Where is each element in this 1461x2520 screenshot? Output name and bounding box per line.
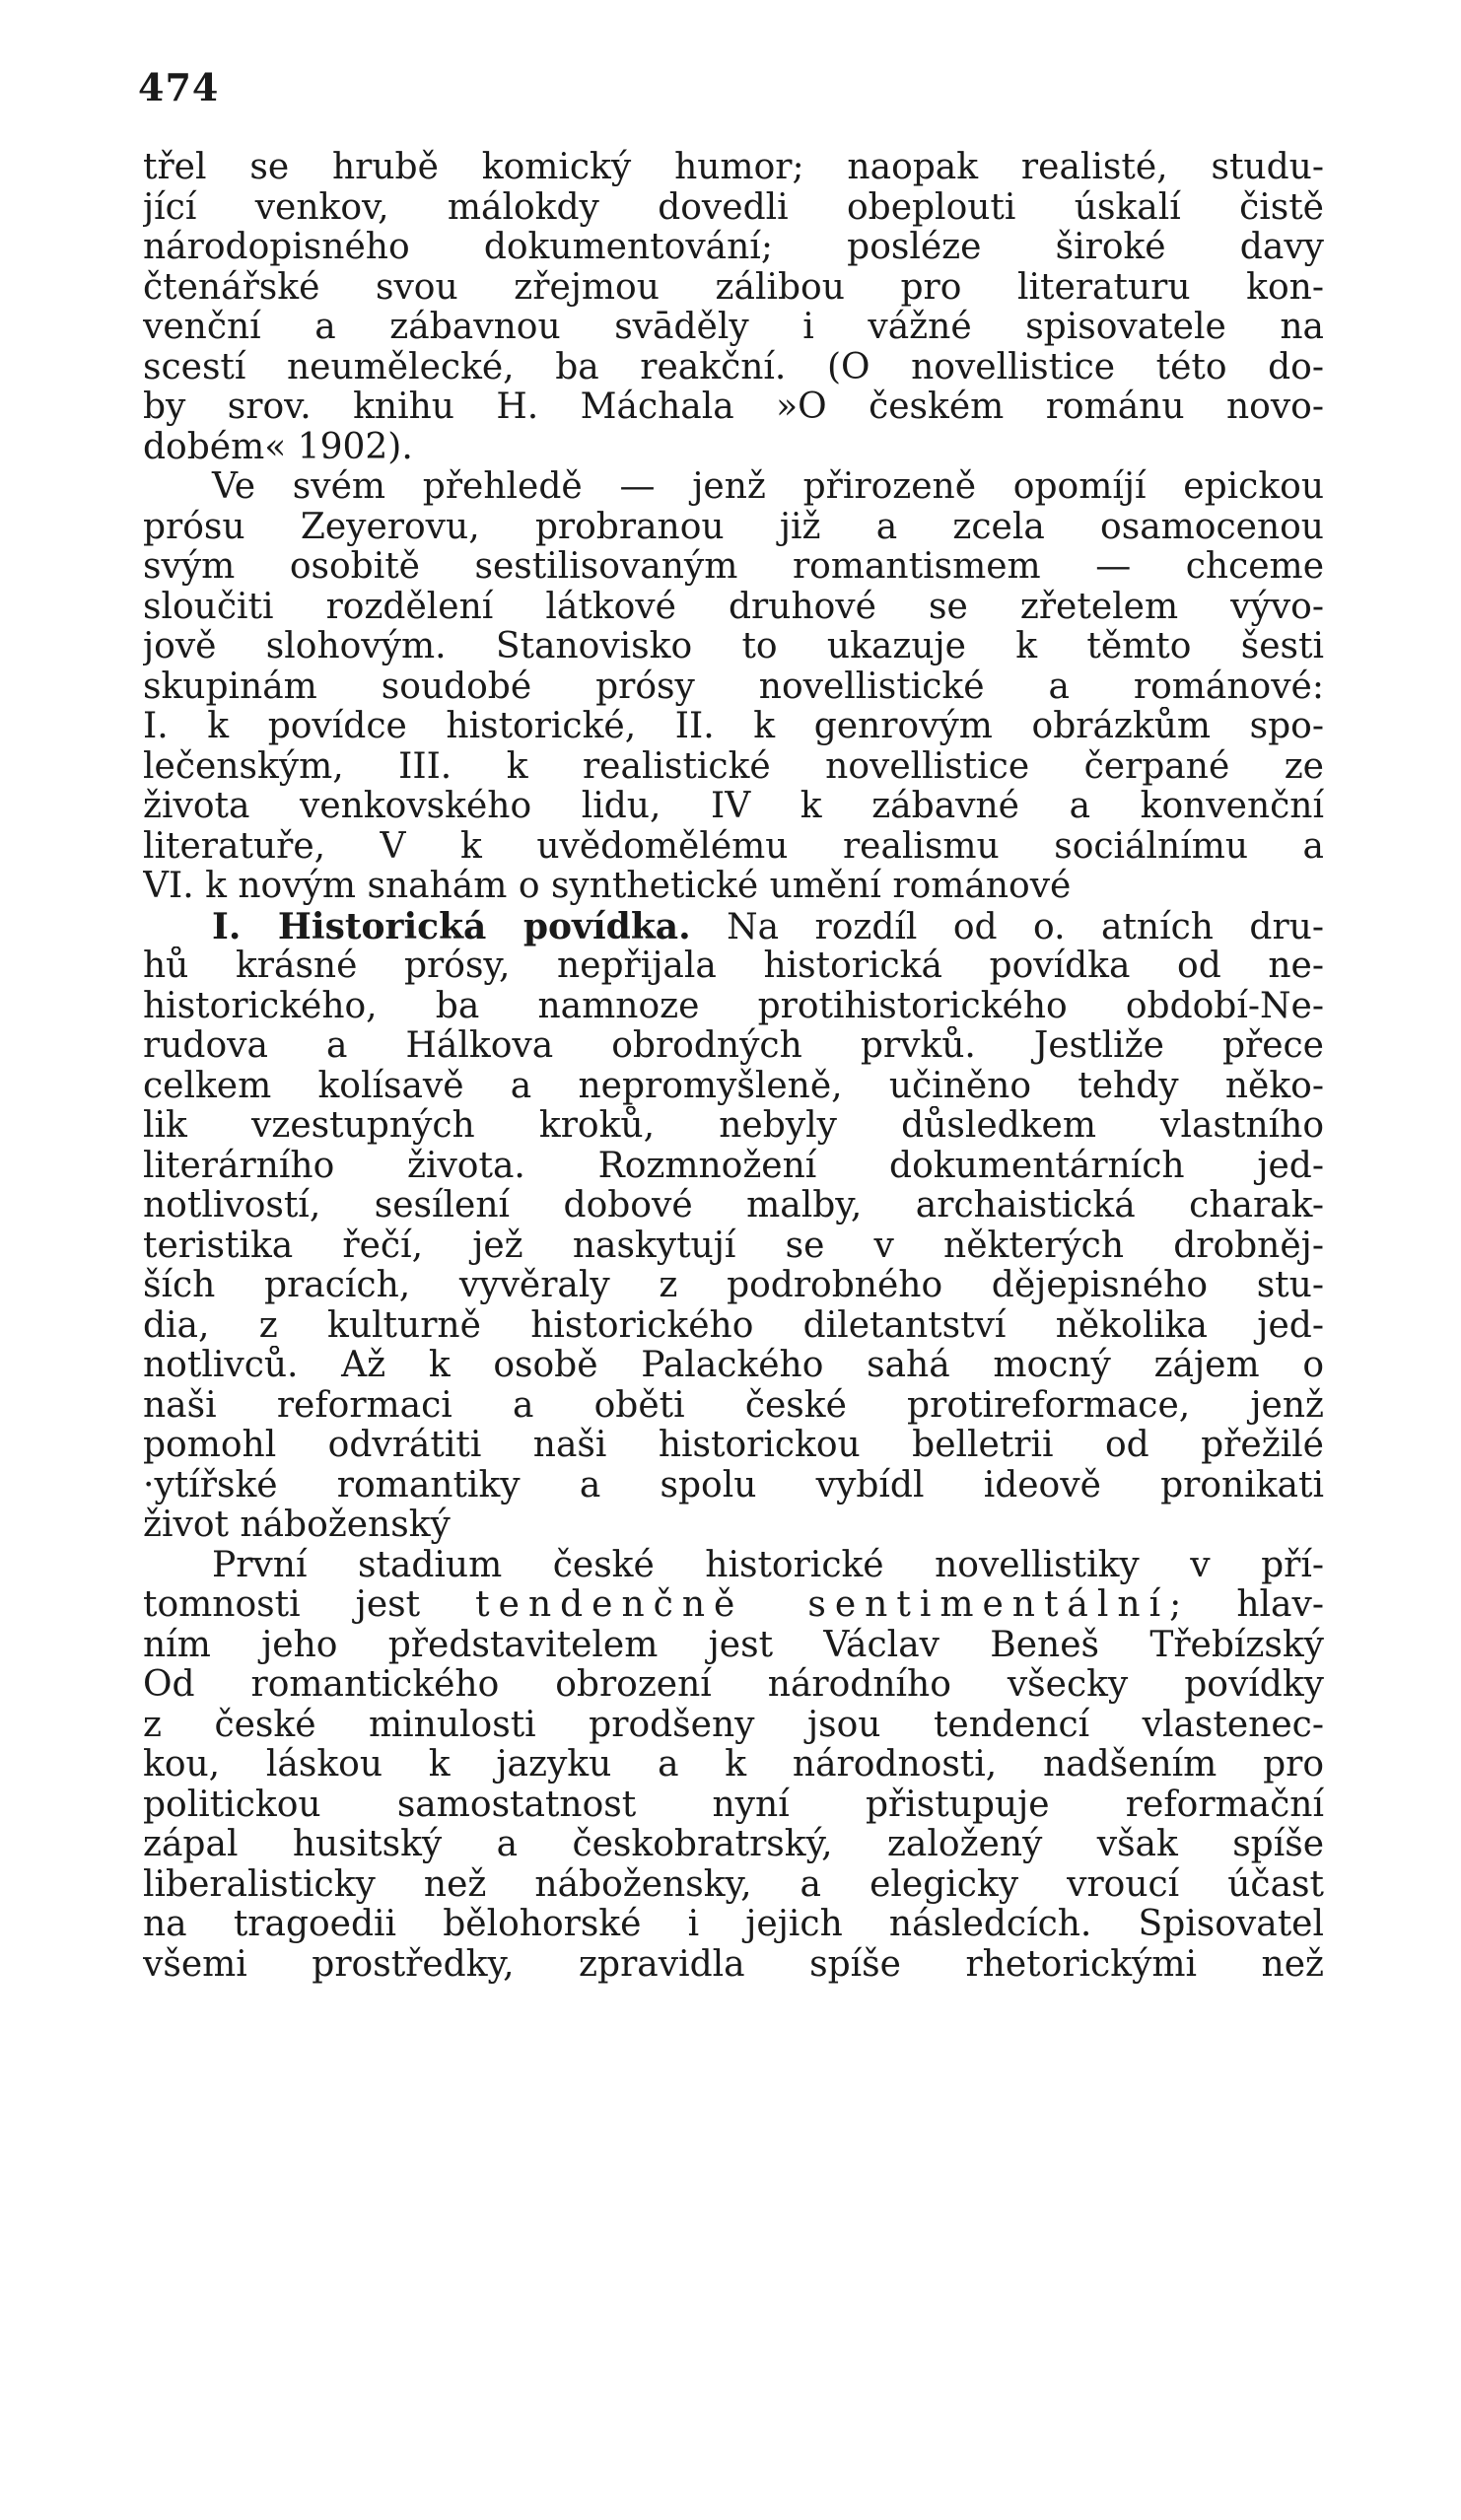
text-line: hů krásné prósy, nepřijala historická povídka od ne- bbox=[143, 946, 1324, 986]
page-number: 474 bbox=[138, 65, 220, 109]
text-line: třel se hrubě komický humor; naopak realisté, studu- bbox=[143, 148, 1324, 187]
emphasized-term: tendenčně sentimentální bbox=[475, 1585, 1170, 1625]
text-line: sloučiti rozdělení látkové druhové se zřetelem vývo- bbox=[143, 587, 1324, 627]
text-line: skupinám soudobé prósy novellistické a románové: bbox=[143, 666, 1324, 707]
text-line: Ve svém přehledě — jenž přirozeně opomíjí epickou bbox=[212, 467, 1324, 507]
text-line: svým osobitě sestilisovaným romantismem — chceme bbox=[143, 547, 1324, 587]
text-line: První stadium české historické novellistiky v pří- bbox=[212, 1545, 1324, 1585]
text-line: liberalisticky než nábožensky, a elegicky vroucí účast bbox=[143, 1864, 1324, 1905]
text-line: národopisného dokumentování; posléze široké davy bbox=[143, 228, 1324, 267]
text-line: historického, ba namnoze protihistorického období-Ne- bbox=[143, 986, 1324, 1026]
text-line: na tragoedii bělohorské i jejich následcích. Spisovatel bbox=[143, 1905, 1324, 1944]
line-start: tomnosti jest bbox=[143, 1585, 476, 1625]
text-line: venční a zábavnou svāděly i vážné spisovatele na bbox=[143, 308, 1324, 347]
line-end: ; hlav- bbox=[1169, 1585, 1324, 1625]
text-line: literatuře, V k uvědomělému realismu sociálnímu a bbox=[143, 826, 1324, 867]
text-line: ·ytířské romantiky a spolu vybídl ideově pronikati bbox=[143, 1465, 1324, 1505]
text-line: I. k povídce historické, II. k genrovým obrázkům spo- bbox=[143, 707, 1324, 746]
text-line: naši reformaci a oběti české protireformace, jenž bbox=[143, 1385, 1324, 1426]
text-line: literárního života. Rozmnožení dokumentárních jed- bbox=[143, 1146, 1324, 1186]
text-line: ších pracích, vyvěraly z podrobného dějepisného stu- bbox=[143, 1266, 1324, 1305]
text-line: jící venkov, málokdy dovedli obeplouti úskalí čistě bbox=[143, 187, 1324, 228]
text-line: dobém« 1902). bbox=[143, 427, 413, 467]
text-line: by srov. knihu H. Máchala »O českém románu novo- bbox=[143, 387, 1324, 427]
text-line: Od romantického obrození národního všecky povídky bbox=[143, 1665, 1324, 1705]
text-line: rudova a Hálkova obrodných prvků. Jestliže přece bbox=[143, 1026, 1324, 1066]
text-line: lik vzestupných kroků, nebyly důsledkem vlastního bbox=[143, 1106, 1324, 1146]
paragraph bbox=[143, 1546, 1324, 1986]
text-line: politickou samostatnost nyní přistupuje reformační bbox=[143, 1785, 1324, 1825]
text-line: celkem kolísavě a nepromyšleně, učiněno tehdy něko- bbox=[143, 1066, 1324, 1106]
heading-line-rest: Na rozdíl od o. atních dru- bbox=[690, 906, 1324, 946]
text-column bbox=[143, 148, 1324, 1985]
text-line: notlivců. Až k osobě Palackého sahá mocný zájem o bbox=[143, 1346, 1324, 1385]
text-line: zápal husitský a českobratrský, založený však spíše bbox=[143, 1825, 1324, 1864]
text-line bbox=[143, 1585, 1324, 1626]
section-heading: I. Historická povídka. bbox=[212, 906, 691, 946]
text-line: VI. k novým snahám o synthetické umění románové bbox=[143, 867, 1072, 906]
text-line: pomohl odvrátiti naši historickou belletrii od přežilé bbox=[143, 1426, 1324, 1465]
paragraph bbox=[143, 148, 1324, 467]
text-line: ním jeho představitelem jest Václav Beneš Třebízský bbox=[143, 1625, 1324, 1665]
text-line: prósu Zeyerovu, probranou již a zcela osamocenou bbox=[143, 507, 1324, 547]
text-line: scestí neumělecké, ba reakční. (O novellistice této do- bbox=[143, 347, 1324, 387]
text-line: jově slohovým. Stanovisko to ukazuje k těmto šesti bbox=[143, 627, 1324, 666]
text-line: notlivostí, sesílení dobové malby, archaistická charak- bbox=[143, 1186, 1324, 1225]
text-line: lečenským, III. k realistické novellistice čerpané ze bbox=[143, 746, 1324, 787]
text-line: všemi prostředky, zpravidla spíše rhetorickými než bbox=[143, 1944, 1324, 1985]
text-line: čtenářské svou zřejmou zálibou pro literaturu kon- bbox=[143, 267, 1324, 308]
text-line: teristika řečí, jež naskytují se v některých drobněj- bbox=[143, 1225, 1324, 1266]
paragraph bbox=[143, 467, 1324, 907]
text-line: dia, z kulturně historického diletantství několika jed- bbox=[143, 1305, 1324, 1346]
text-line bbox=[143, 907, 1324, 947]
section-historicka-povidka bbox=[143, 907, 1324, 1546]
text-line: života venkovského lidu, IV k zábavné a konvenční bbox=[143, 787, 1324, 826]
text-line: z české minulosti prodšeny jsou tendencí vlastenec- bbox=[143, 1705, 1324, 1745]
text-line: kou, láskou k jazyku a k národnosti, nadšením pro bbox=[143, 1745, 1324, 1785]
text-line: život náboženský bbox=[143, 1505, 451, 1545]
